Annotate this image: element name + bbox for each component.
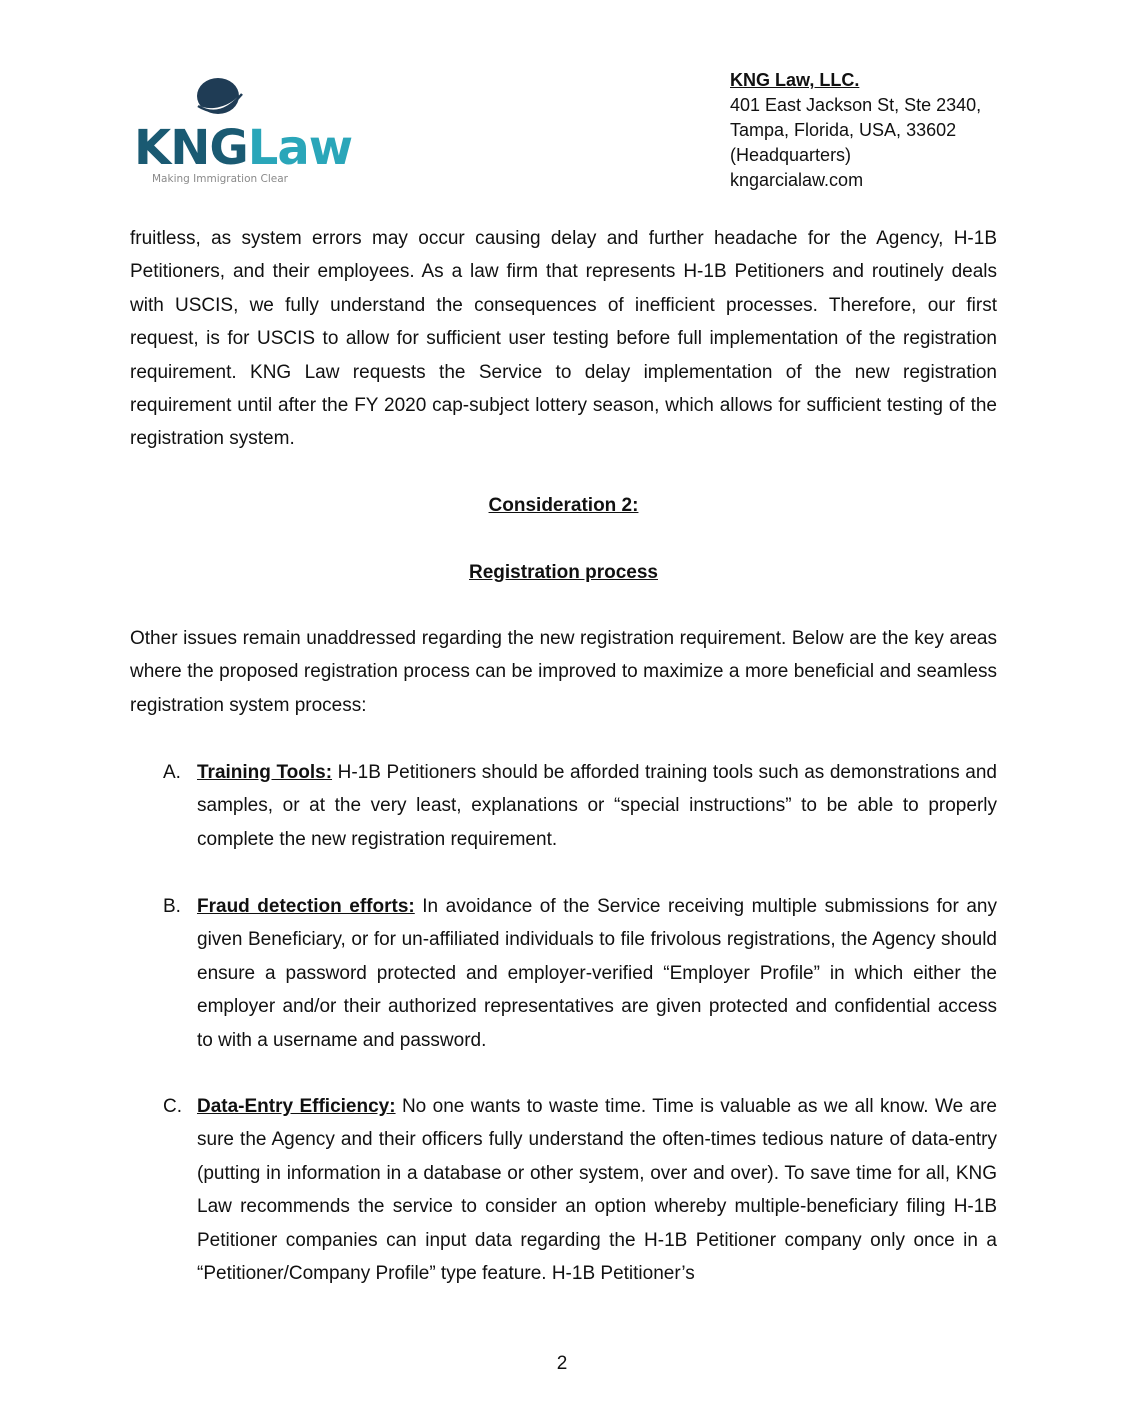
firm-address-block: [730, 68, 981, 193]
address-line-3: (Headquarters): [730, 145, 852, 165]
section-intro-paragraph: Other issues remain unaddressed regarding the new registration requirement. Below are the key areas where the proposed registration process can be improved to maximize a more beneficial and seamless registration system process:: [130, 628, 997, 716]
list-marker: A.: [163, 762, 181, 783]
list-item-text: No one wants to waste time. Time is valuable as we all know. We are sure the Agency and their officers fully understand the often-times tedious nature of data-entry (putting in information in a database or other system, over and over). To save time for all, KNG Law recommends the service to consider an option whereby multiple-beneficiary filing H-1B Petitioner companies can input data regarding the H-1B Petitioner company only once in a “Petitioner/Company Profile” type feature. H-1B Petitioner’s: [197, 1096, 997, 1285]
firm-website: kngarcialaw.com: [730, 170, 864, 190]
list-marker: B.: [163, 896, 181, 917]
list-item-content: [197, 1090, 997, 1290]
page-number: 2: [556, 1353, 568, 1374]
address-line-1: 401 East Jackson St, Ste 2340,: [730, 95, 982, 115]
firm-logo: [134, 72, 353, 192]
firm-name: KNG Law, LLC.: [730, 70, 860, 90]
list-item-text: H-1B Petitioners should be afforded training tools such as demonstrations and samples, or at the very least, explanations or “special instructions” to be able to properly complete the new registration requirement.: [197, 762, 997, 850]
list-item-lead: Fraud detection efforts:: [197, 896, 415, 917]
logo-wordmark: [134, 120, 352, 176]
globe-swoosh-icon: [192, 76, 248, 120]
list-item-lead: Training Tools:: [197, 762, 333, 783]
list-item-content: [197, 890, 997, 1057]
list-item-training-tools: [130, 756, 997, 856]
list-item-text: In avoidance of the Service receiving multiple submissions for any given Beneficiary, or for un-affiliated individuals to file frivolous registrations, the Agency should ensure a password protected and employer-verified “Employer Profile” in which either the employer and/or their authorized representatives are given protected and confidential access to with a username and password.: [197, 896, 997, 1051]
list-item-data-entry: [130, 1090, 997, 1290]
list-item-content: [197, 756, 997, 856]
consideration-heading: Consideration 2:: [488, 495, 639, 516]
section-heading: Registration process: [469, 562, 658, 583]
intro-paragraph: fruitless, as system errors may occur causing delay and further headache for the Agency, H-1B Petitioners, and their employees. As a law firm that represents H-1B Petitioners and routinely deals with USCIS, we fully understand the consequences of inefficient processes. Therefore, our first request, is for USCIS to allow for sufficient user testing before full implementation of the registration requirement. KNG Law requests the Service to delay implementation of the new registration requirement until after the FY 2020 cap-subject lottery season, which allows for sufficient testing of the registration system.: [130, 228, 997, 450]
logo-wordmark-law: Law: [247, 120, 353, 176]
list-marker: C.: [163, 1096, 182, 1117]
address-line-2: Tampa, Florida, USA, 33602: [730, 120, 957, 140]
logo-tagline: Making Immigration Clear: [152, 173, 288, 185]
logo-wordmark-kng: KNG: [134, 120, 248, 176]
list-item-fraud-detection: [130, 890, 997, 1057]
list-item-lead: Data-Entry Efficiency:: [197, 1096, 396, 1117]
